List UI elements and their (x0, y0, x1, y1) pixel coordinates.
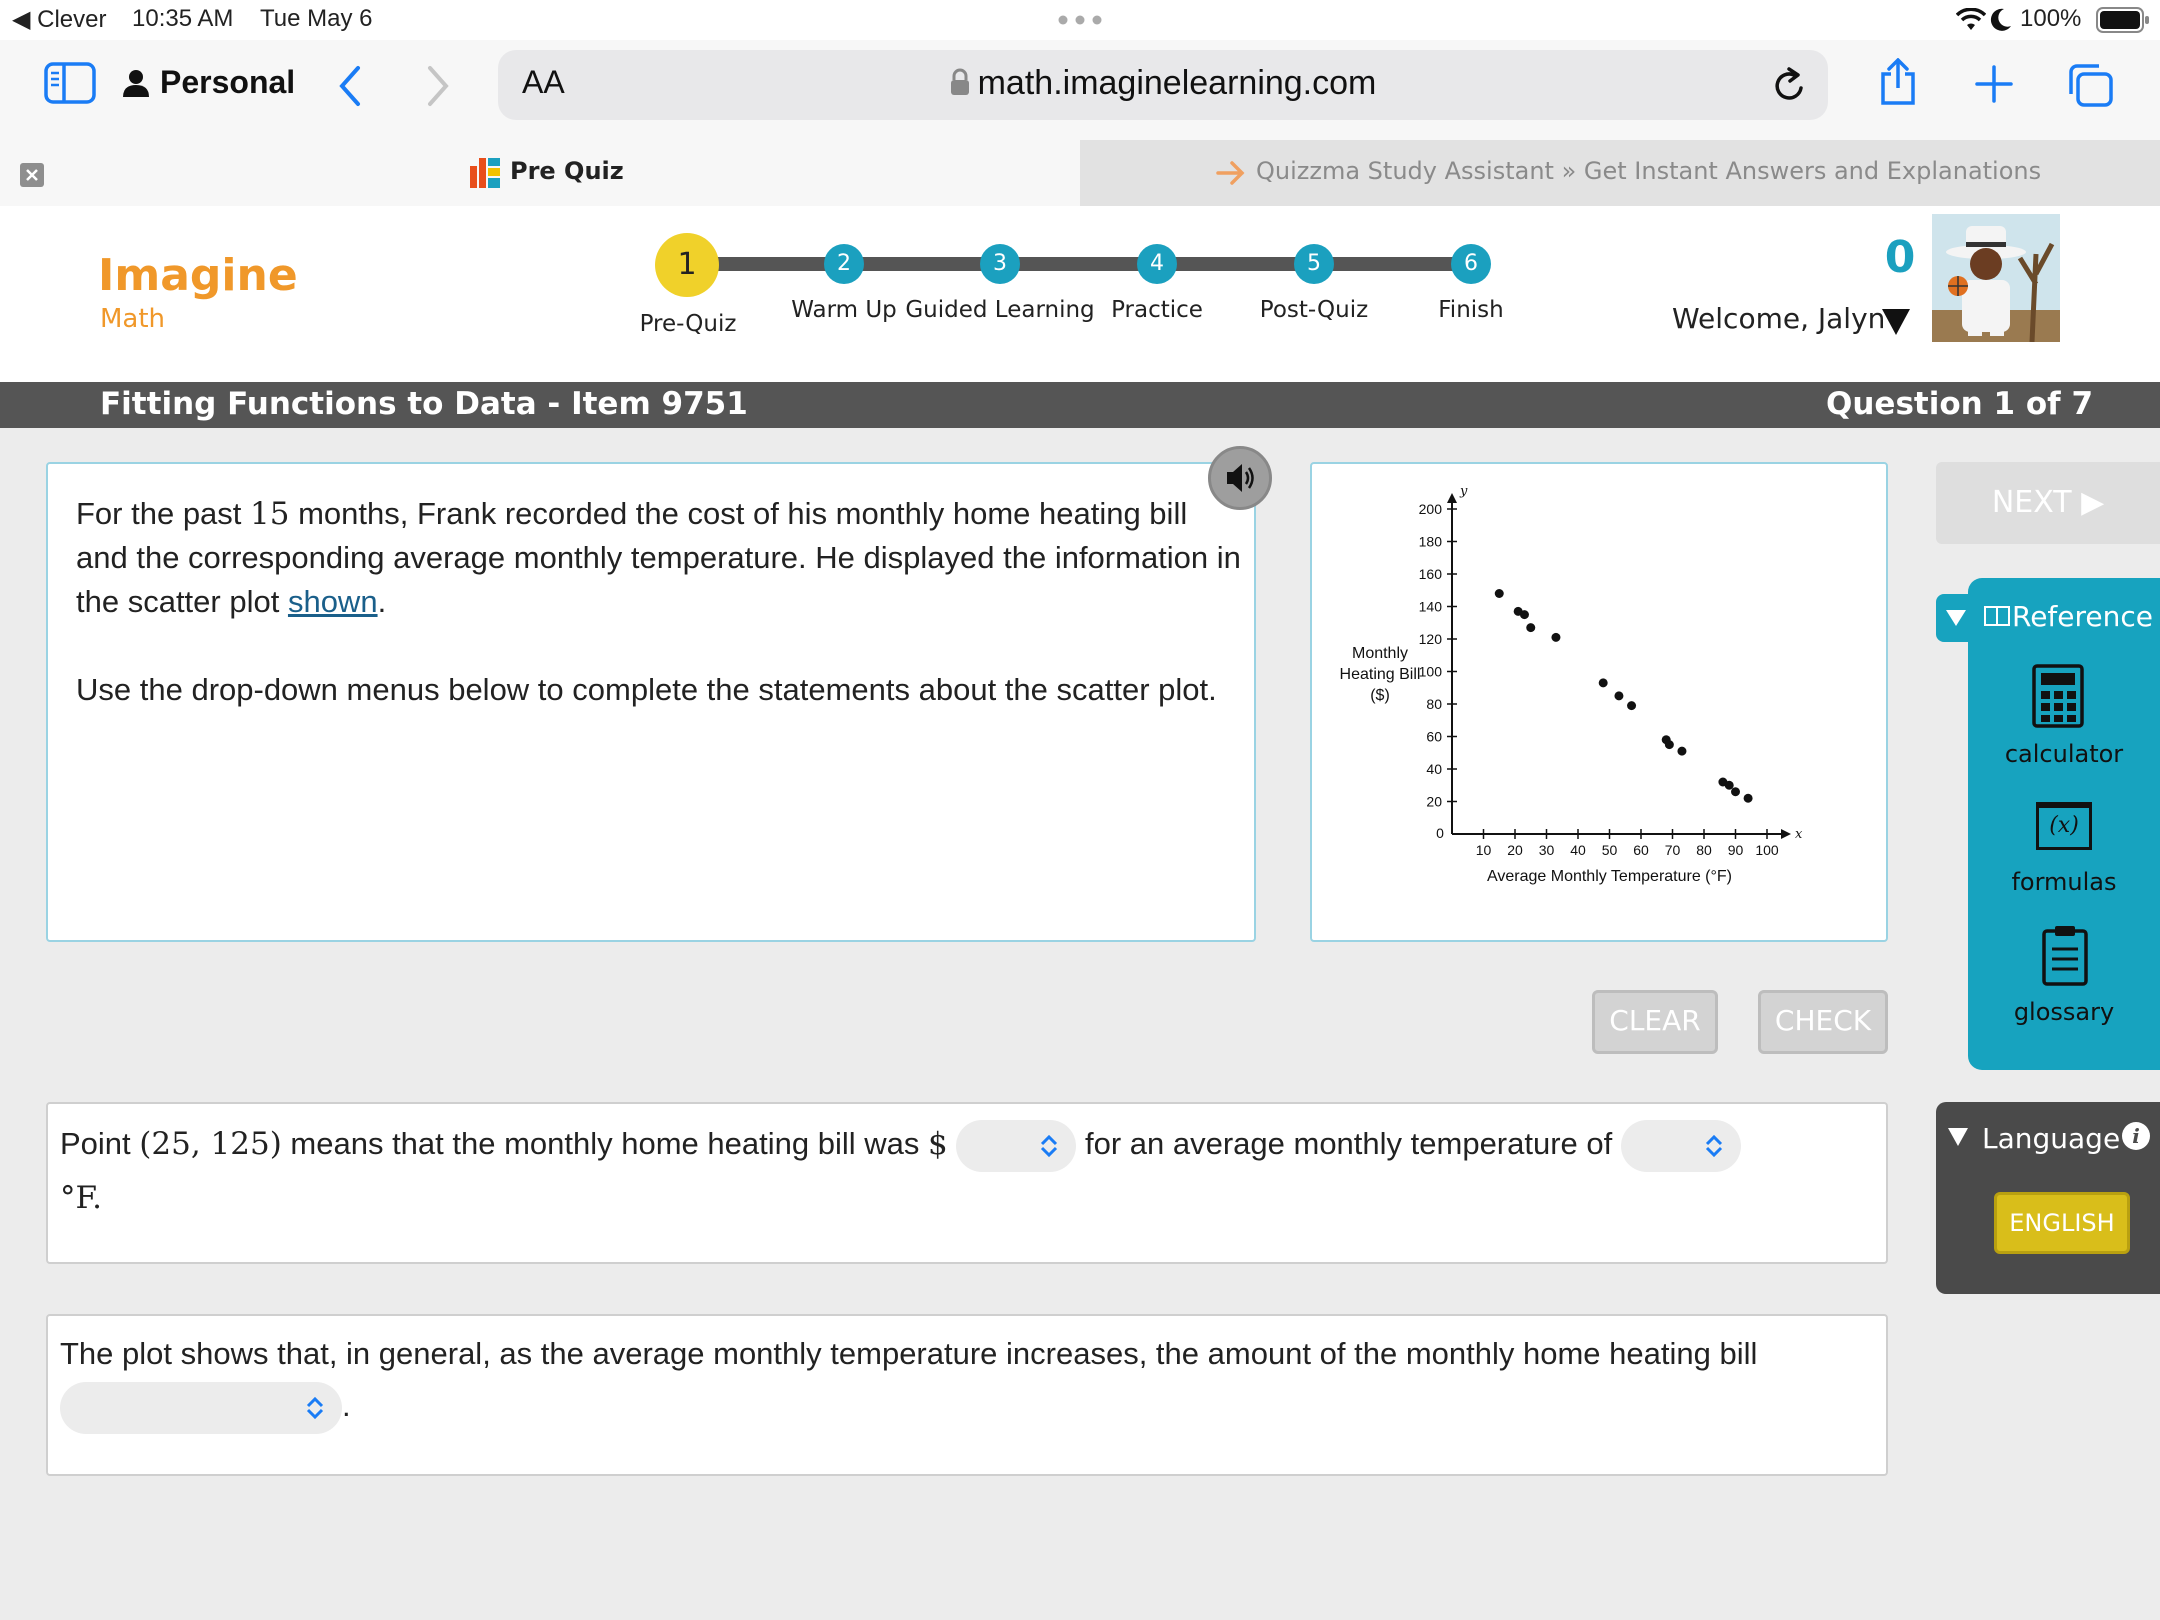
sidebar-toggle-icon[interactable] (44, 62, 96, 104)
y-tick-label: 80 (1426, 696, 1442, 712)
step-dot-pre-quiz[interactable]: 1 (655, 233, 719, 297)
statement-2-period: . (342, 1388, 351, 1423)
statement-1-text-c: for an average monthly temperature of (1084, 1126, 1621, 1161)
language-title: Language (1982, 1122, 2121, 1155)
formulas-label[interactable]: formulas (2011, 868, 2117, 896)
trend-select[interactable] (60, 1382, 342, 1434)
step-dot-guided-learning[interactable]: 3 (980, 244, 1020, 284)
data-point (1599, 678, 1608, 687)
brand-logo: Imagine (98, 250, 298, 301)
clear-button[interactable]: CLEAR (1592, 990, 1718, 1054)
x-tick-label: 100 (1755, 842, 1779, 858)
tab-bar (0, 140, 2160, 206)
x-tick-label: 40 (1570, 842, 1586, 858)
do-not-disturb-icon (1990, 7, 2012, 33)
y-tick-label: 160 (1418, 566, 1442, 582)
data-point (1665, 740, 1674, 749)
next-button[interactable]: NEXT ▶ (1936, 462, 2160, 544)
share-icon[interactable] (1878, 58, 1918, 106)
tab-quizzma[interactable] (1080, 140, 2160, 206)
data-point (1744, 794, 1753, 803)
step-label-pre-quiz: Pre-Quiz (639, 311, 737, 337)
speaker-icon (1211, 449, 1269, 507)
language-panel (1936, 1102, 2160, 1294)
user-menu-caret-icon[interactable] (1880, 305, 1912, 337)
statement-2-panel (46, 1314, 1888, 1476)
imagine-learning-favicon (470, 158, 500, 188)
battery-icon (2096, 7, 2150, 33)
brand-subject: Math (100, 304, 166, 334)
x-tick-label: 50 (1601, 842, 1618, 858)
graph-panel (1310, 462, 1888, 942)
close-tab-icon[interactable] (20, 163, 44, 187)
x-axis-letter: x (1795, 827, 1803, 842)
reference-book-icon (1984, 604, 2010, 628)
y-tick-label: 20 (1426, 793, 1442, 810)
language-caret-icon[interactable] (1946, 1126, 1970, 1148)
multitask-dots-icon[interactable] (1058, 15, 1102, 25)
data-point (1725, 781, 1734, 790)
tab-pre-quiz[interactable] (0, 140, 1080, 206)
question-paragraph-1: For the past 15 months, Frank recorded the cost of his monthly home heating bill and the corresponding average monthly temperature. He displayed the information in the scatter plot shown. (76, 496, 1241, 619)
x-tick-label: 60 (1633, 842, 1649, 858)
scatter-plot (1312, 464, 1886, 940)
forward-chevron-icon[interactable] (424, 64, 452, 108)
x-tick-label: 20 (1507, 842, 1523, 858)
y-tick-label: 40 (1426, 761, 1442, 777)
quizzma-arrow-icon (1216, 160, 1246, 186)
x-tick-label: 90 (1727, 842, 1744, 858)
new-tab-plus-icon[interactable] (1974, 64, 2014, 104)
statement-1-text-b: means that the monthly home heating bill was (281, 1126, 928, 1161)
formulas-icon[interactable]: (x) (2036, 802, 2092, 850)
x-tick-label: 70 (1664, 842, 1681, 858)
select-updown-icon (1703, 1134, 1725, 1158)
audio-speaker-button[interactable] (1208, 446, 1272, 510)
x-axis-label: Average Monthly Temperature (°F) (1486, 868, 1733, 885)
browser-toolbar (0, 40, 2160, 140)
y-tick-label: 140 (1418, 598, 1442, 615)
statement-1-point: (25, 125) (139, 1126, 282, 1162)
data-point (1614, 691, 1623, 700)
avatar[interactable] (1932, 214, 2060, 342)
bill-amount-select[interactable] (956, 1120, 1076, 1172)
origin-label: 0 (1436, 825, 1444, 841)
glossary-label[interactable]: glossary (2013, 998, 2115, 1026)
wifi-icon (1956, 8, 1986, 32)
glossary-clipboard-icon[interactable] (2042, 924, 2088, 986)
lock-icon (950, 68, 970, 96)
statement-2-text: The plot shows that, in general, as the average monthly temperature increases, the amount of the monthly home heating bill (60, 1336, 1758, 1371)
reload-icon[interactable] (1772, 66, 1808, 104)
y-tick-label: 120 (1418, 631, 1442, 647)
calculator-icon[interactable] (2032, 664, 2084, 728)
x-tick-label: 30 (1538, 842, 1555, 858)
y-axis-label: ($) (1370, 687, 1390, 704)
check-button[interactable]: CHECK (1758, 990, 1888, 1054)
tab-overview-icon[interactable] (2066, 62, 2114, 108)
tab-pre-quiz-label: Pre Quiz (510, 157, 624, 185)
app-header (0, 206, 2160, 382)
data-point (1495, 589, 1504, 598)
y-axis-label: Heating Bill (1339, 666, 1421, 683)
welcome-text[interactable]: Welcome, Jalyn (1672, 302, 1886, 335)
data-point (1677, 747, 1686, 756)
step-dot-finish[interactable]: 6 (1451, 244, 1491, 284)
y-axis-label: Monthly (1351, 645, 1409, 662)
tab-quizzma-label: Quizzma Study Assistant » Get Instant Answers and Explanations (1256, 157, 2042, 185)
calculator-label[interactable]: calculator (2004, 740, 2124, 768)
y-tick-label: 60 (1426, 728, 1442, 745)
step-label-finish: Finish (1438, 297, 1504, 323)
back-to-app-link[interactable]: ◀ Clever (12, 6, 107, 33)
data-point (1520, 610, 1529, 619)
address-bar[interactable] (498, 50, 1828, 120)
url-text: math.imaginelearning.com (977, 64, 1377, 102)
language-info-icon[interactable]: i (2122, 1122, 2150, 1150)
step-label-practice: Practice (1111, 297, 1203, 323)
data-point (1731, 787, 1740, 796)
text-size-button[interactable]: AA (522, 64, 565, 100)
score-counter: 0 (1884, 232, 1916, 283)
status-date: Tue May 6 (260, 5, 373, 32)
profile-name[interactable]: Personal (160, 64, 296, 100)
x-tick-label: 80 (1696, 842, 1712, 858)
step-label-guided-learning: Guided Learning (905, 297, 1095, 323)
x-axis-arrow (1781, 829, 1791, 839)
step-dot-post-quiz[interactable]: 5 (1294, 244, 1334, 284)
english-button[interactable]: ENGLISH (1994, 1192, 2130, 1254)
select-updown-icon (304, 1396, 326, 1420)
statement-1-panel (46, 1102, 1888, 1264)
question-panel (46, 462, 1256, 942)
question-paragraph-2: Use the drop-down menus below to complete the statements about the scatter plot. (76, 672, 1217, 707)
lesson-title-bar (0, 382, 2160, 428)
y-tick-label: 200 (1418, 501, 1442, 517)
lesson-title: Fitting Functions to Data - Item 9751 (100, 386, 748, 422)
degree-unit: °F. (60, 1179, 103, 1216)
y-tick-label: 100 (1418, 663, 1442, 680)
y-axis-arrow (1447, 493, 1457, 503)
status-bar (0, 0, 2160, 40)
x-tick-label: 10 (1475, 842, 1492, 858)
shown-link[interactable]: shown (287, 584, 378, 619)
battery-percent: 100% (2020, 5, 2082, 32)
step-label-warm-up: Warm Up (791, 297, 897, 323)
step-label-post-quiz: Post-Quiz (1259, 297, 1369, 323)
back-chevron-icon[interactable] (336, 64, 364, 108)
step-dot-practice[interactable]: 4 (1137, 244, 1177, 284)
currency-symbol: $ (927, 1126, 948, 1162)
data-point (1526, 623, 1535, 632)
profile-person-icon[interactable] (122, 68, 150, 98)
reference-collapse-tab[interactable] (1936, 594, 1976, 642)
data-point (1627, 701, 1636, 710)
reference-title: Reference (2012, 600, 2153, 633)
question-progress: Question 1 of 7 (1826, 386, 2094, 422)
status-time: 10:35 AM (132, 5, 234, 32)
month-count: 15 (250, 496, 290, 532)
temperature-select[interactable] (1621, 1120, 1741, 1172)
y-tick-label: 180 (1418, 533, 1442, 550)
data-point (1551, 633, 1560, 642)
progress-track (688, 257, 1472, 271)
reference-panel (1968, 578, 2160, 1070)
y-axis-letter: y (1460, 484, 1468, 499)
reference-caret-icon (1936, 594, 1976, 642)
step-dot-warm-up[interactable]: 2 (824, 244, 864, 284)
select-updown-icon (1038, 1134, 1060, 1158)
statement-1-text-a: Point (60, 1126, 140, 1161)
